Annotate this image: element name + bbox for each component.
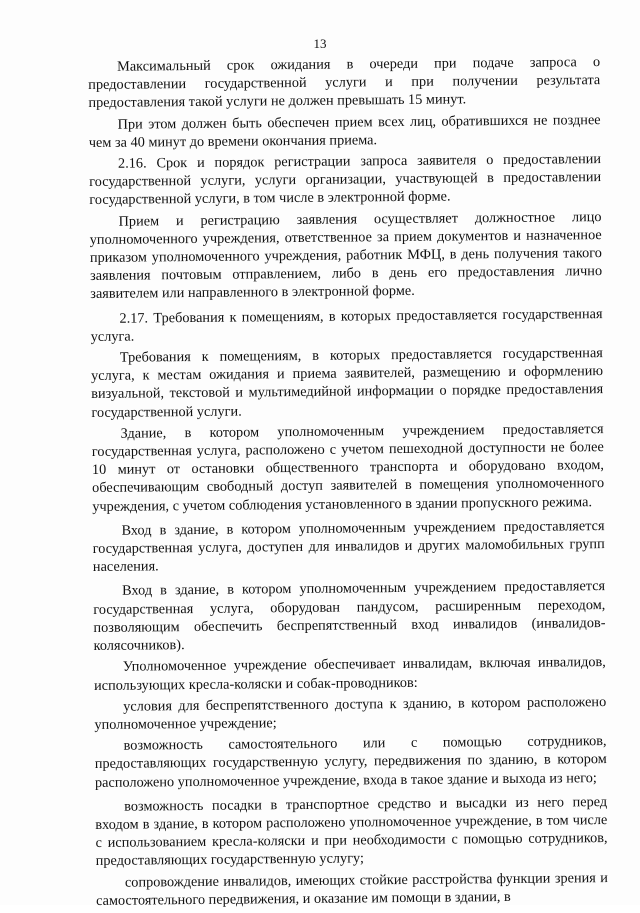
paragraph-building-location: Здание, в котором уполномоченным учреждением предоставляется государственная услуга, расположено с учетом пешеходной доступности не более 10 минут от остановки общественного транспорта и оборудовано входом, обеспечивающим свободный доступ заявителей в помещения уполномоченного учреждения, с учетом соблюдения установленного в здании пропускного режима. <box>91 420 605 515</box>
list-item-access-conditions: условия для беспрепятственного доступа к зданию, в котором расположено уполномоченное учреждение; <box>94 693 607 733</box>
list-item-transport: возможность посадки в транспортное средство и высадки из него перед входом в здание, в котором расположено уполномоченное учреждение, в том числе с использованием кресла-коляски и при необходимости с помощью сотрудников, предоставляющих государственную услугу; <box>95 793 608 870</box>
paragraph-disabled-provisions: Уполномоченное учреждение обеспечивает инвалидам, включая инвалидов, использующих кресла-коляски и собак-проводников: <box>93 654 606 694</box>
paragraph-reception-deadline: При этом должен быть обеспечен прием всех лиц, обратившихся не позднее чем за 40 минут до времени окончания приема. <box>88 111 601 151</box>
paragraph-premises-requirements: Требования к помещениям, в которых предоставляется государственная услуга, к местам ожидания и приема заявителей, размещению и оформлению визуальной, текстовой и мультимедийной информации о порядке предоставления государственной услуги. <box>90 345 604 421</box>
section-2-16-heading: 2.16. Срок и порядок регистрации запроса заявителя о предоставлении государственной услуги, услуги организации, участвующей в предоставлении государственной услуги, в том числе в электронной форме. <box>89 151 602 209</box>
paragraph-entrance-ramp: Вход в здание, в котором уполномоченным учреждением предоставляется государственная услуга, оборудован пандусом, расширенным переходом, позволяющим обеспечить беспрепятственный вход инвалидов (инвалидов-колясочников). <box>93 578 606 655</box>
paragraph-wait-time: Максимальный срок ожидания в очереди при подаче запроса о предоставлении государственной услуги и при получении результата предоставления такой услуги не должен превышать 15 минут. <box>88 54 601 112</box>
list-item-movement: возможность самостоятельного или с помощью сотрудников, предоставляющих государственную услугу, передвижения по зданию, в котором расположено уполномоченное учреждение, входа в такое здание и выхода из него; <box>94 733 607 791</box>
list-item-escort: сопровождение инвалидов, имеющих стойкие расстройства функции зрения и самостоятельного передвижения, и оказание им помощи в здании, в <box>96 869 608 909</box>
paragraph-registration: Прием и регистрацию заявления осуществляет должностное лицо уполномоченного учреждения, ответственное за прием документов и назначенное приказом уполномоченного учреждения, работник МФЦ, в день получения такого заявления почтовым отправлением, либо в день его предоставления лично заявителем или направленного в электронной форме. <box>89 208 603 303</box>
section-2-17-heading: 2.17. Требования к помещениям, в которых предоставляется государственная услуга. <box>90 305 603 345</box>
paragraph-entrance-accessible: Вход в здание, в котором уполномоченным учреждением предоставляется государственная услуга, доступен для инвалидов и других маломобильных групп населения. <box>92 517 605 576</box>
page-number: 13 <box>313 36 327 51</box>
document-body <box>88 53 608 913</box>
